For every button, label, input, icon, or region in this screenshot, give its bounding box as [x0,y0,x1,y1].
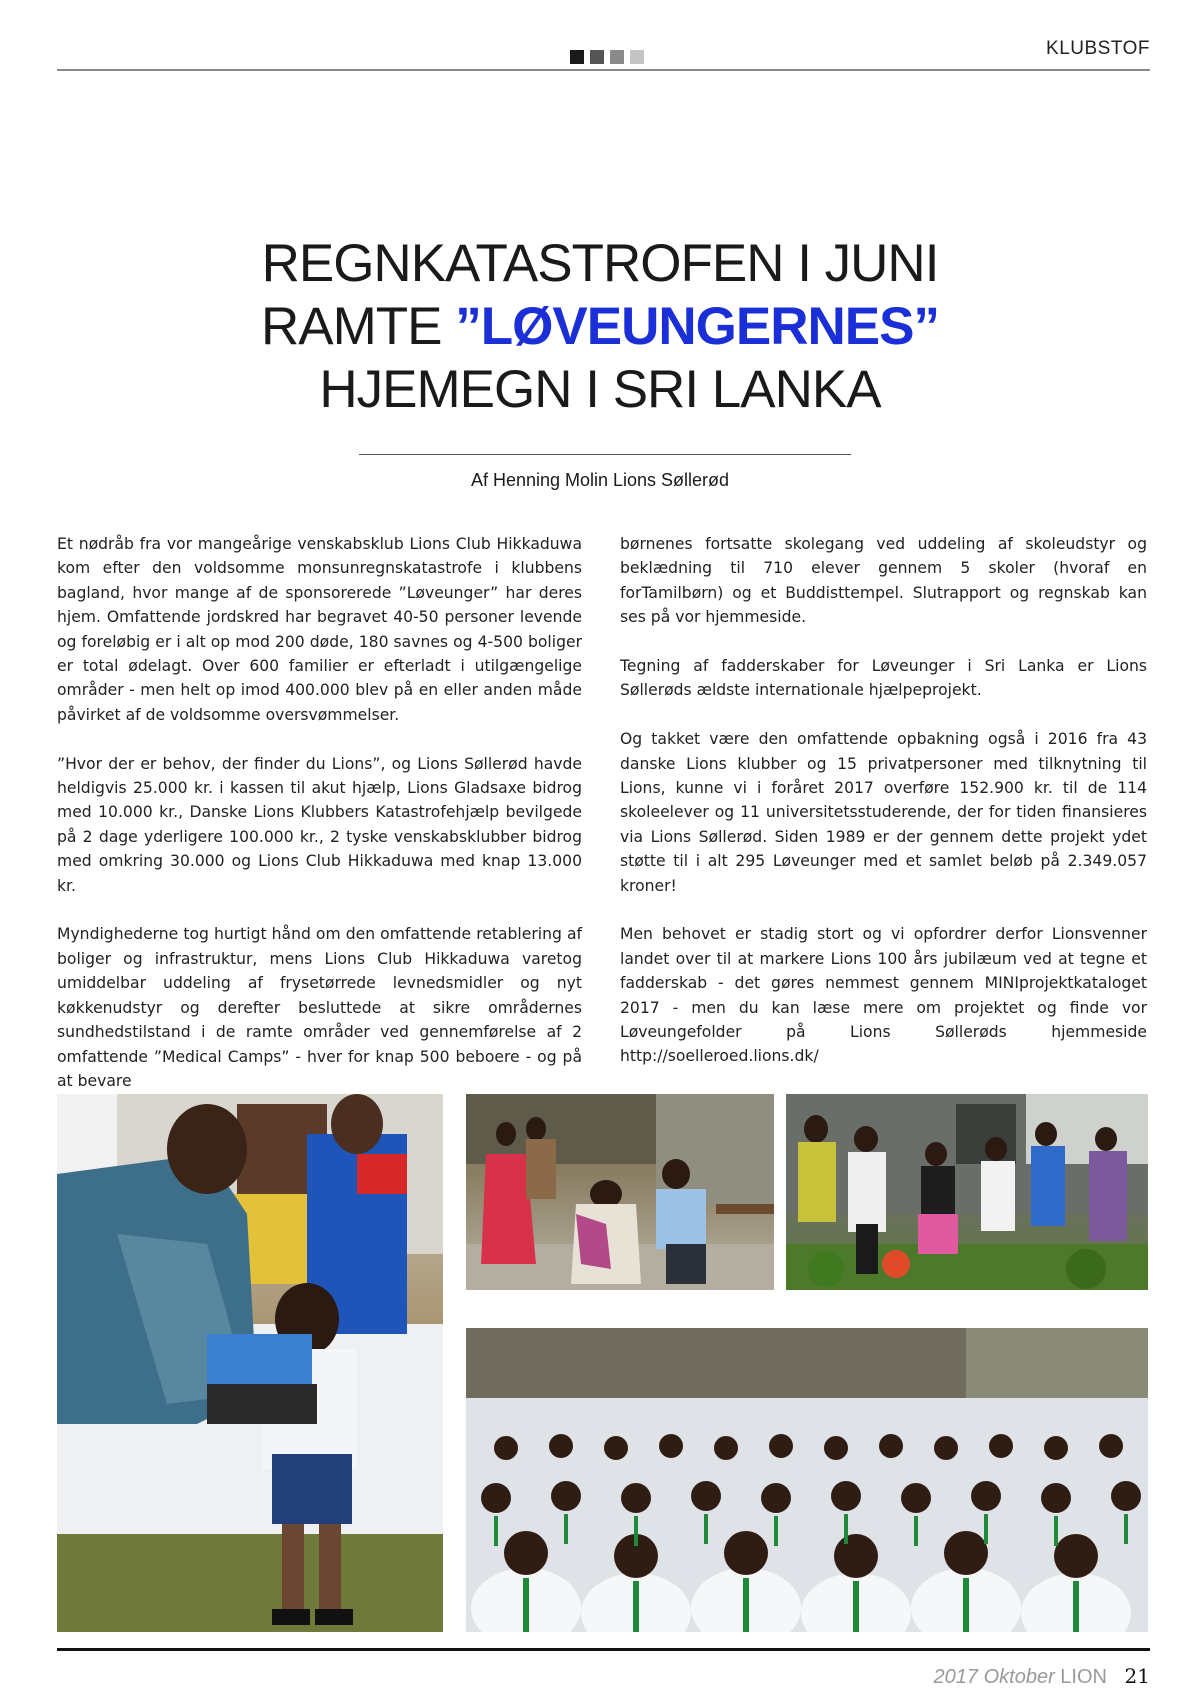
footer-divider [57,1648,1150,1651]
top-divider [57,69,1150,71]
marker-square-2 [590,50,604,64]
article-column-right [620,532,1147,1093]
paragraph: Men behovet er stadig stort og vi opfordrer derfor Lionsvenner landet over til at markere Lions 100 års jubilæum ved at tegne et fadderskab - det gøres nemmest gennem MINIprojektkataloget 2017 - men du kan læse mere om projektet og finde vor Løveungefolder på Lions Søllerøds hjemmeside http://soelleroed.lions.dk/ [620,925,1147,1066]
photo-schoolchildren [466,1328,1148,1632]
marker-square-1 [570,50,584,64]
headline-line-1: REGNKATASTROFEN I JUNI [261,234,939,293]
paragraph: ”Hvor der er behov, der finder du Lions”, og Lions Søllerød havde heldigvis 25.000 kr. i kassen til akut hjælp, Lions Gladsaxe bidrog med 10.000 kr., Danske Lions Klubbers Katastrofehjælp bevilgede på 2 dage yderligere 100.000 kr., 2 tyske venskabsklubber bidrog med omkring 30.000 og Lions Club Hikkaduwa med knap 13.000 kr. [57,754,582,895]
marker-square-4 [630,50,644,64]
paragraph: Tegning af fadderskaber for Løveunger i Sri Lanka er Lions Søllerøds ældste internationale hjælpeprojekt. [620,657,1147,700]
photo-supply-handout-image [57,1094,443,1632]
photo-crowd-outside-image [786,1094,1148,1290]
article-headline [0,232,1200,421]
article-column-left [57,532,582,1118]
footer-issue: 2017 Oktober [933,1666,1055,1688]
photo-medical-camp [466,1094,774,1290]
headline-line-3: HJEMEGN I SRI LANKA [319,360,881,419]
section-marker-squares [570,50,644,64]
marker-square-3 [610,50,624,64]
paragraph: Et nødråb fra vor mangeårige venskabsklub Lions Club Hikkaduwa kom efter den voldsomme monsunregnskatastrofe i klubbens bagland, hvor mange af de sponsorerede ”Løveunger” har deres hjem. Omfattende jordskred har begravet 40-50 personer levende og foreløbig er i alt op mod 200 døde, 180 savnes og 4-500 boliger er total ødelagt. Over 600 familier er efterladt i utilgængelige områder - men helt op imod 400.000 blev på en eller anden måde påvirket af de voldsomme oversvømmelser. [57,535,582,724]
headline-line-2-pre: RAMTE [261,297,456,356]
paragraph: Og takket være den omfattende opbakning også i 2016 fra 43 danske Lions klubber og 15 privatpersoner med tilknytning til Lions, kunne vi i foråret 2017 overføre 152.900 kr. til de 114 skoleelever og 11 universitetsstuderende, der for tiden finansieres via Lions Søllerød. Siden 1989 er der gennem dette projekt ydet støtte til i alt 295 Løveunger med et samlet beløb på 2.349.057 kroner! [620,730,1147,895]
section-label: KLUBSTOF [1046,38,1150,59]
headline-accent: ”LØVEUNGERNES” [455,297,939,356]
footer-magazine: LION [1060,1666,1107,1688]
page-number: 21 [1124,1664,1150,1688]
paragraph: Myndighederne tog hurtigt hånd om den omfattende retablering af boliger og infrastruktur, mens Lions Club Hikkaduwa varetog umiddelbar uddeling af frysetørrede levnedsmidler og nyt køkkenudstyr og derefter besluttede at sikre områdernes sundhedstilstand i de ramte områder ved gennemførelse af 2 omfattende ”Medical Camps” - hver for knap 500 beboere - og på at bevare [57,925,582,1090]
byline: Af Henning Molin Lions Søllerød [470,470,730,490]
photo-schoolchildren-image [466,1328,1148,1632]
headline-divider [359,454,851,455]
photo-supply-handout [57,1094,443,1632]
page-footer [934,1664,1150,1689]
photo-crowd-outside [786,1094,1148,1290]
photo-medical-camp-image [466,1094,774,1290]
paragraph: børnenes fortsatte skolegang ved uddeling af skoleudstyr og beklædning til 710 elever gennem 5 skoler (hvoraf en forTamilbørn) og et Buddisttempel. Slutrapport og regnskab kan ses på vor hjemmeside. [620,535,1147,627]
